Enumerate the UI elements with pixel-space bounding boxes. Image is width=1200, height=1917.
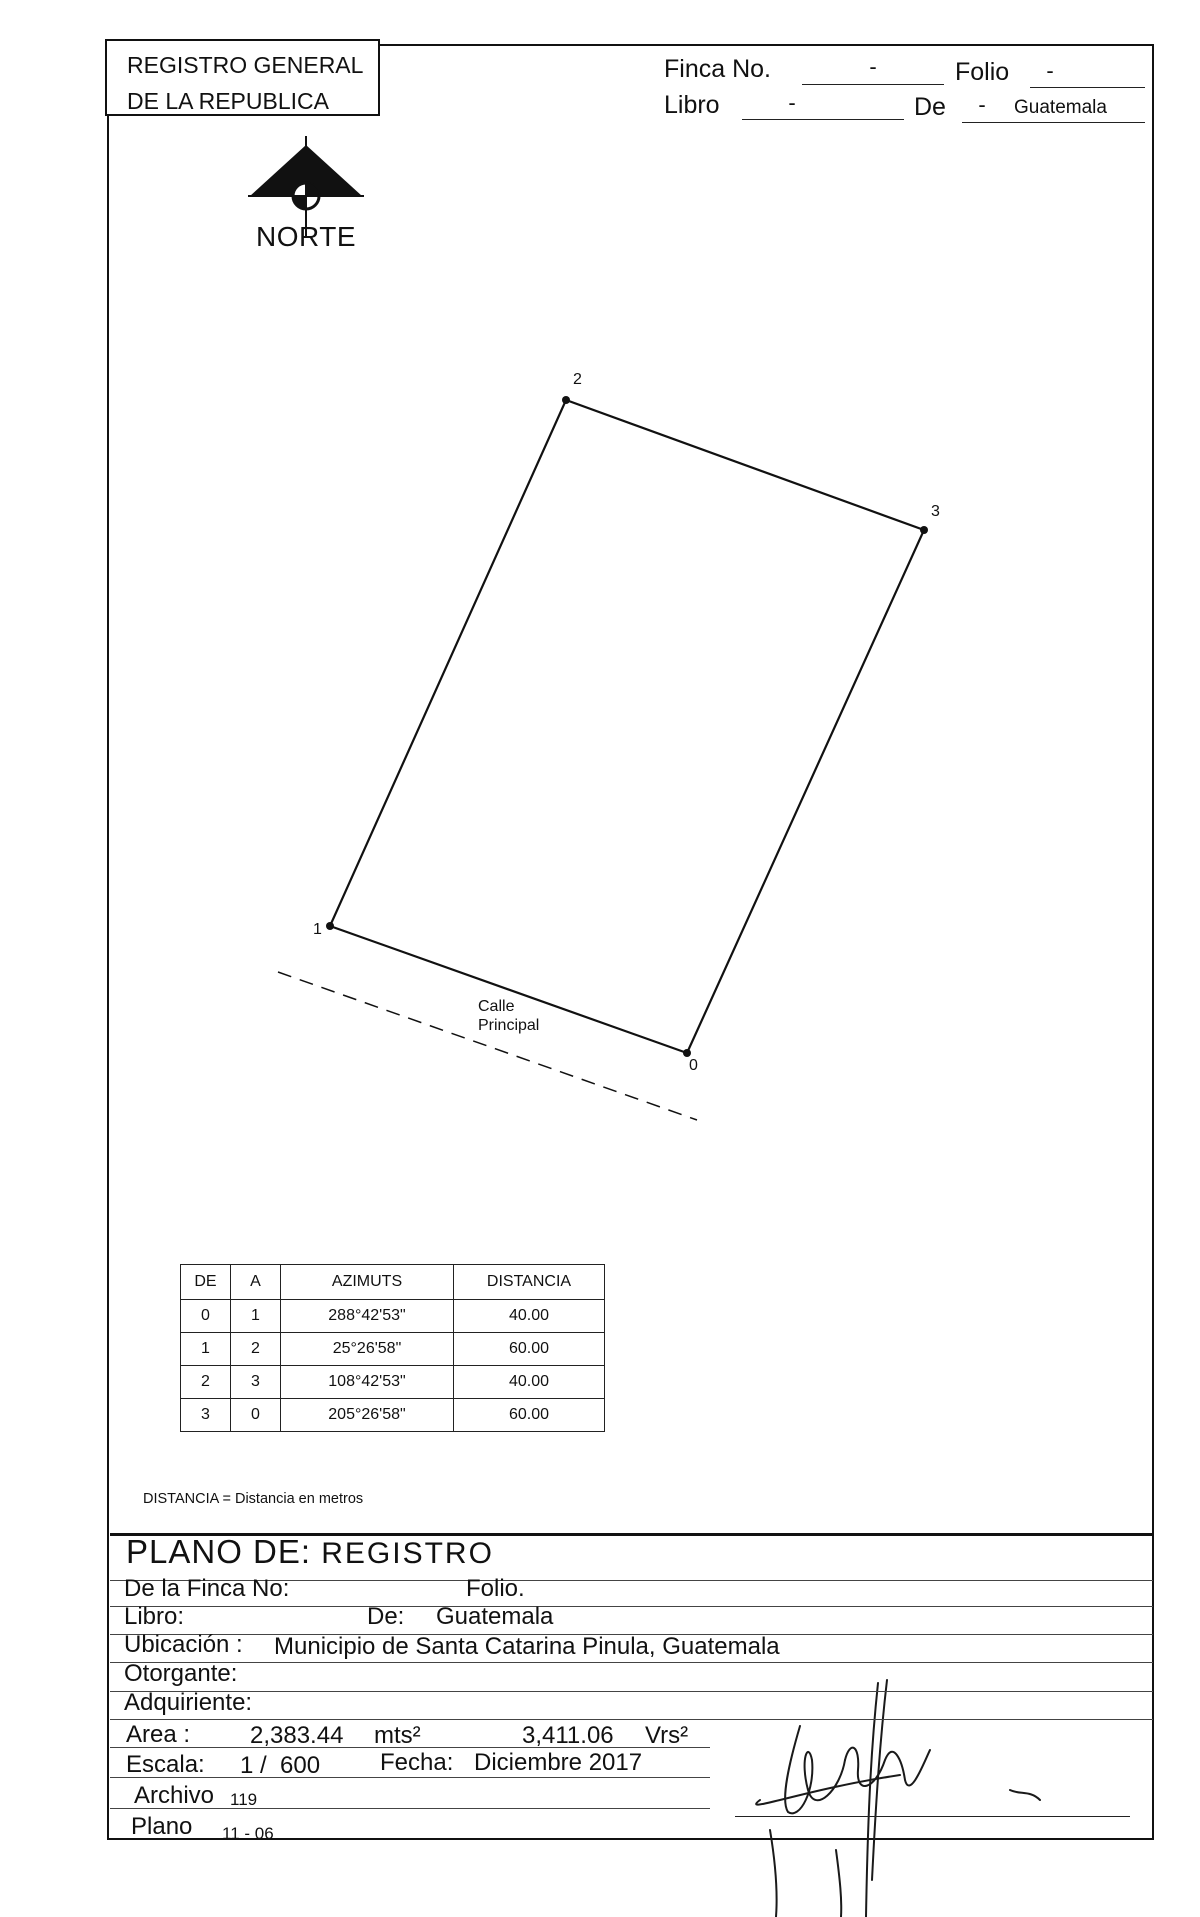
- cell-distancia: 60.00: [454, 1333, 605, 1366]
- libro-value: -: [788, 90, 796, 115]
- distance-note: DISTANCIA = Distancia en metros: [143, 1491, 364, 1507]
- libro-label-plano: Libro:: [124, 1603, 185, 1630]
- row-divider: [110, 1606, 1153, 1607]
- table-header-row: [181, 1265, 605, 1300]
- finca-label: Finca No.: [664, 55, 771, 83]
- finca-no-label: De la Finca No:: [124, 1575, 290, 1602]
- archivo-label: Archivo: [134, 1782, 215, 1809]
- vertex-0: [683, 1049, 691, 1057]
- parcel-boundary: [330, 400, 924, 1053]
- ubicacion-label: Ubicación :: [124, 1631, 243, 1658]
- cell-azimut: 108°42'53": [281, 1366, 454, 1399]
- col-header-azimuts: AZIMUTS: [281, 1265, 454, 1300]
- row-divider: [110, 1719, 1153, 1720]
- table-row: [181, 1333, 605, 1366]
- registry-line2: DE LA REPUBLICA: [127, 88, 329, 114]
- de-label-plano: De:: [367, 1603, 405, 1630]
- cell-de: 3: [181, 1399, 231, 1432]
- vertex-label-2: 2: [573, 371, 582, 388]
- street-label-line1: Calle: [478, 998, 515, 1015]
- signature-line: [735, 1816, 1130, 1817]
- cell-de: 0: [181, 1300, 231, 1333]
- finca-value: -: [869, 54, 877, 79]
- cell-distancia: 40.00: [454, 1366, 605, 1399]
- cell-de: 2: [181, 1366, 231, 1399]
- folio-label: Folio: [955, 58, 1010, 86]
- table-row: [181, 1300, 605, 1333]
- de-label: De: [914, 93, 946, 121]
- vertex-label-3: 3: [931, 503, 940, 520]
- cell-azimut: 25°26'58": [281, 1333, 454, 1366]
- vertex-3: [920, 526, 928, 534]
- col-header-de: DE: [181, 1265, 231, 1300]
- escala-value: 1 / 600: [240, 1752, 321, 1779]
- table-row: [181, 1366, 605, 1399]
- azimuth-table: [180, 1264, 605, 1432]
- cell-a: 2: [231, 1333, 281, 1366]
- archivo-value: 119: [230, 1790, 258, 1809]
- area-m2-unit: mts²: [374, 1722, 421, 1749]
- street-line: [278, 972, 697, 1120]
- escala-label: Escala:: [126, 1751, 205, 1778]
- vertex-label-0: 0: [689, 1057, 698, 1074]
- vertex-2: [562, 396, 570, 404]
- cell-distancia: 60.00: [454, 1399, 605, 1432]
- street-label-line2: Principal: [478, 1017, 540, 1034]
- de-place: Guatemala: [1014, 97, 1107, 118]
- cell-distancia: 40.00: [454, 1300, 605, 1333]
- fecha-label: Fecha:: [380, 1749, 454, 1776]
- col-header-distancia: DISTANCIA: [454, 1265, 605, 1300]
- folio-label-plano: Folio.: [466, 1575, 525, 1602]
- vertex-1: [326, 922, 334, 930]
- col-header-a: A: [231, 1265, 281, 1300]
- cell-a: 3: [231, 1366, 281, 1399]
- otorgante-label: Otorgante:: [124, 1660, 238, 1687]
- ubicacion-value: Municipio de Santa Catarina Pinula, Guatemala: [274, 1633, 780, 1660]
- cell-a: 0: [231, 1399, 281, 1432]
- plano-title: [126, 1533, 494, 1571]
- cell-de: 1: [181, 1333, 231, 1366]
- row-divider: [110, 1691, 1153, 1692]
- north-label: NORTE: [256, 221, 356, 252]
- de-value-plano: Guatemala: [436, 1603, 554, 1630]
- plano-title-type: REGISTRO: [321, 1537, 494, 1570]
- folio-value: -: [1046, 58, 1054, 83]
- cell-azimut: 288°42'53": [281, 1300, 454, 1333]
- cell-azimut: 205°26'58": [281, 1399, 454, 1432]
- libro-label: Libro: [664, 91, 720, 119]
- fecha-value: Diciembre 2017: [474, 1749, 643, 1776]
- area-v2-value: 3,411.06: [522, 1722, 614, 1749]
- plano-title-label: PLANO DE:: [126, 1533, 312, 1570]
- plano-value: 11 - 06: [222, 1824, 274, 1843]
- area-m2-value: 2,383.44: [250, 1722, 344, 1749]
- de-value: -: [978, 92, 986, 117]
- vertex-label-1: 1: [313, 921, 322, 938]
- row-divider: [110, 1662, 1153, 1663]
- registry-line1: REGISTRO GENERAL: [127, 52, 364, 78]
- plano-label: Plano: [131, 1813, 193, 1840]
- cell-a: 1: [231, 1300, 281, 1333]
- table-row: [181, 1399, 605, 1432]
- area-label: Area :: [126, 1721, 191, 1748]
- area-v2-unit: Vrs²: [645, 1722, 689, 1749]
- adquiriente-label: Adquiriente:: [124, 1689, 253, 1716]
